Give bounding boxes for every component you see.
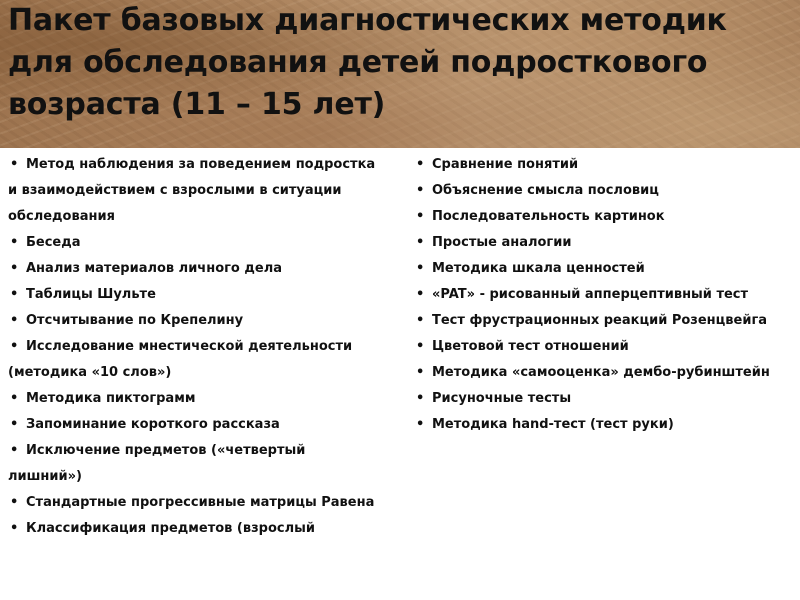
method-list-item: • Запоминание короткого рассказа [8,418,388,432]
method-list-item: • Беседа [8,236,388,250]
method-list-item: • Рисуночные тесты [414,392,794,406]
method-list-item: • Методика «самооценка» дембо-рубинштейн [414,366,794,380]
method-list-item: • Последовательность картинок [414,210,794,224]
method-list-item: • Методика hand-тест (тест руки) [414,418,794,432]
method-list-continuation: и взаимодействием с взрослыми в ситуации [8,183,342,198]
method-list-item: • Исследование мнестической деятельности [8,340,388,354]
method-list-item: • Метод наблюдения за поведением подростка [8,158,388,172]
method-list-item: • Объяснение смысла пословиц [414,184,794,198]
method-list-continuation: лишний») [8,469,82,484]
method-list-continuation: обследования [8,209,115,224]
method-list-item: • Классификация предметов (взрослый [8,522,388,536]
method-list-item: • Простые аналогии [414,236,794,250]
method-list-item: • Сравнение понятий [414,158,794,172]
method-list-item: • Стандартные прогрессивные матрицы Равена [8,496,388,510]
method-list-item: • Анализ материалов личного дела [8,262,388,276]
right-method-list [414,158,794,444]
method-list-continuation: (методика «10 слов») [8,365,172,380]
title-banner [0,0,800,148]
method-list-item: • Тест фрустрационных реакций Розенцвейга [414,314,794,328]
left-method-list [8,158,388,548]
method-list-item: • «PAT» - рисованный апперцептивный тест [414,288,794,302]
method-list-item: • Цветовой тест отношений [414,340,794,354]
method-list-item: • Методика пиктограмм [8,392,388,406]
slide-title: Пакет базовых диагностических методик для обследования детей подросткового возраста (11 – 15 лет) [8,3,727,122]
method-list-item: • Отсчитывание по Крепелину [8,314,388,328]
method-list-item: • Исключение предметов («четвертый [8,444,388,458]
method-list-item: • Таблицы Шульте [8,288,388,302]
method-list-item: • Методика шкала ценностей [414,262,794,276]
